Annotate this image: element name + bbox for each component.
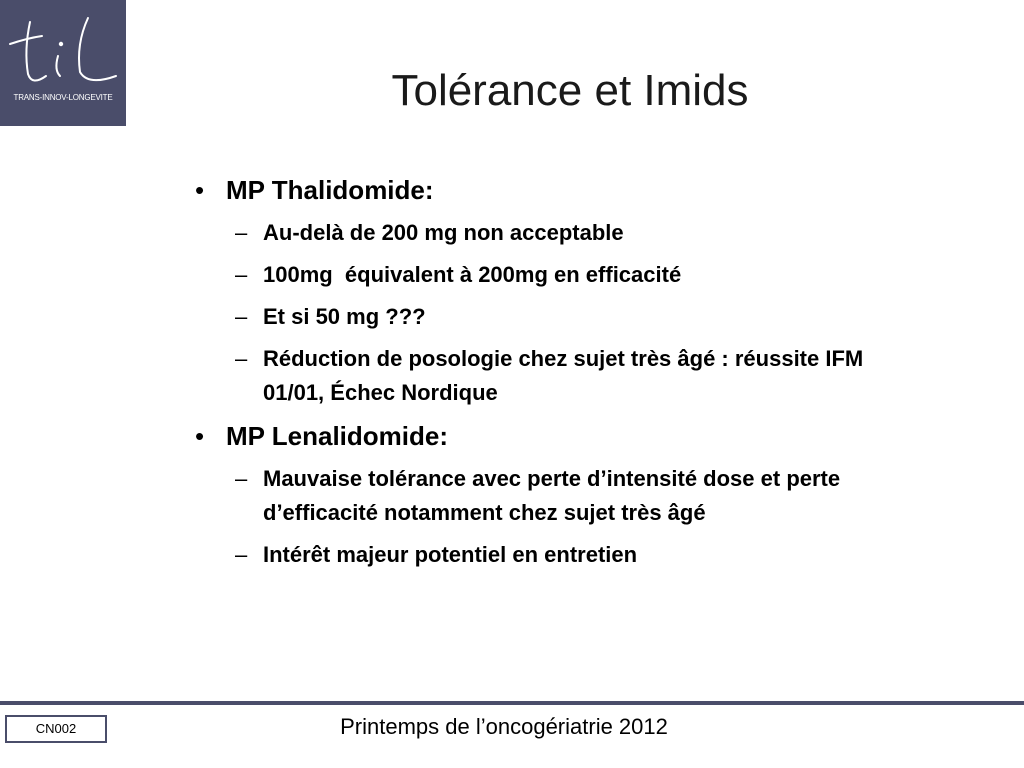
dash-icon: – bbox=[235, 220, 248, 245]
list-item bbox=[195, 538, 885, 572]
dash-icon: – bbox=[235, 262, 248, 287]
list-item-text: Intérêt majeur potentiel en entretien bbox=[263, 542, 638, 567]
list-item bbox=[195, 300, 885, 334]
bullet-icon: • bbox=[195, 175, 205, 205]
footer-divider bbox=[0, 701, 1024, 705]
lenalidomide-list bbox=[195, 462, 955, 572]
dash-icon: – bbox=[235, 466, 248, 491]
list-item-text: Au-delà de 200 mg non acceptable bbox=[263, 220, 624, 245]
logo-caption: TRANS-INNOV-LONGEVITE bbox=[13, 93, 113, 102]
footer-text: Printemps de l’oncogériatrie 2012 bbox=[340, 714, 668, 739]
til-logo-icon bbox=[6, 14, 120, 90]
thalidomide-list bbox=[195, 216, 955, 410]
list-item bbox=[195, 258, 885, 292]
slide-content bbox=[195, 172, 955, 580]
list-item-text: Et si 50 mg ??? bbox=[263, 304, 426, 329]
list-item-text: Mauvaise tolérance avec perte d’intensité dose et perte d’efficacité notamment chez sujet très âgé bbox=[263, 466, 841, 525]
dash-icon: – bbox=[235, 346, 248, 371]
dash-icon: – bbox=[235, 542, 248, 567]
section-heading-text: MP Lenalidomide: bbox=[226, 421, 448, 451]
section-heading-thalidomide bbox=[195, 172, 955, 208]
slide-title: Tolérance et Imids bbox=[391, 66, 749, 115]
list-item-text: Réduction de posologie chez sujet très âgé : réussite IFM 01/01, Échec Nordique bbox=[263, 346, 864, 405]
list-item bbox=[195, 216, 885, 250]
dash-icon: – bbox=[235, 304, 248, 329]
list-item-text: 100mg équivalent à 200mg en efficacité bbox=[263, 262, 682, 287]
list-item bbox=[195, 462, 885, 530]
section-heading-lenalidomide bbox=[195, 418, 955, 454]
list-item bbox=[195, 342, 885, 410]
slide-code-badge: CN002 bbox=[5, 715, 107, 743]
bullet-icon: • bbox=[195, 421, 205, 451]
logo bbox=[0, 0, 126, 126]
section-heading-text: MP Thalidomide: bbox=[226, 175, 434, 205]
